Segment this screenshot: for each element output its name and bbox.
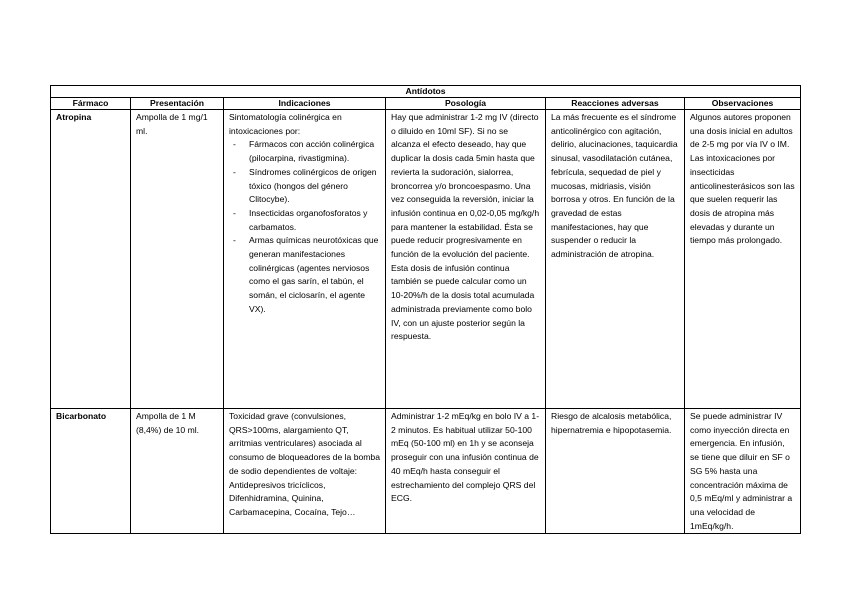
adverse-cell: La más frecuente es el síndrome anticolinérgico con agitación, delirio, alucinaciones, taquicardia sinusal, vasodilatación cutánea, febrícula, sequedad de piel y mucosas, midriasis, visión borrosa y otros. En función de la gravedad de estas manifestaciones, hay que suspender o reducir la administración de atropina. bbox=[546, 110, 685, 409]
posology-cell: Administrar 1-2 mEq/kg en bolo IV a 1-2 minutos. Es habitual utilizar 50-100 mEq (50-100 ml) en 1h y se aconseja proseguir con una infusión continua de 40 mEq/h hasta conseguir el estrechamiento del complejo QRS del ECG. bbox=[386, 409, 546, 534]
presentation-cell: Ampolla de 1 mg/1 ml. bbox=[131, 110, 224, 409]
indications-cell bbox=[224, 110, 386, 409]
header-farmaco: Fármaco bbox=[51, 98, 131, 110]
header-reacciones: Reacciones adversas bbox=[546, 98, 685, 110]
drug-name: Bicarbonato bbox=[51, 409, 131, 534]
observations-cell: Algunos autores proponen una dosis inicial en adultos de 2-5 mg por vía IV o IM. Las intoxicaciones por insecticidas anticolinesterásicos son las que suelen requerir las dosis de atropina más elevadas y durante un tiempo más prolongado. bbox=[685, 110, 801, 409]
adverse-cell: Riesgo de alcalosis metabólica, hipernatremia e hipopotasemia. bbox=[546, 409, 685, 534]
antidotes-table bbox=[50, 85, 801, 534]
posology-cell: Hay que administrar 1-2 mg IV (directo o diluido en 10ml SF). Si no se alcanza el efecto deseado, hay que duplicar la dosis cada 5min hasta que revierta la sudoración, sialorrea, broncorrea y/o broncoespasmo. Una vez conseguida la reversión, iniciar la infusión continua en 0,02-0,05 mg/kg/h para mantener la estabilidad. Ésta se puede reducir progresivamente en función de la evolución del paciente. Esta dosis de infusión continua también se puede calcular como un 10-20%/h de la dosis total acumulada administrada previamente como bolo IV, con un ajuste posterior según la respuesta. bbox=[386, 110, 546, 409]
list-item: - Fármacos con acción colinérgica (pilocarpina, rivastigmina). bbox=[229, 138, 380, 165]
table-row bbox=[51, 409, 801, 534]
presentation-cell: Ampolla de 1 M (8,4%) de 10 ml. bbox=[131, 409, 224, 534]
header-posologia: Posología bbox=[386, 98, 546, 110]
indications-list bbox=[229, 138, 380, 316]
list-item: - Armas químicas neurotóxicas que generan manifestaciones colinérgicas (agentes nerviosos como el gas sarín, el tabún, el somán, el ciclosarín, el agente VX). bbox=[229, 234, 380, 316]
table-title: Antídotos bbox=[51, 86, 801, 98]
header-indicaciones: Indicaciones bbox=[224, 98, 386, 110]
drug-name: Atropina bbox=[51, 110, 131, 409]
indications-intro: Sintomatología colinérgica en intoxicaciones por: bbox=[229, 112, 342, 136]
list-item: - Síndromes colinérgicos de origen tóxico (hongos del género Clitocybe). bbox=[229, 166, 380, 207]
header-observaciones: Observaciones bbox=[685, 98, 801, 110]
header-presentacion: Presentación bbox=[131, 98, 224, 110]
list-item: - Insecticidas organofosforatos y carbamatos. bbox=[229, 207, 380, 234]
indications-cell: Toxicidad grave (convulsiones, QRS>100ms, alargamiento QT, arritmias ventriculares) asociada al consumo de bloqueadores de la bomba de sodio dependientes de voltaje: Antidepresivos tricíclicos, Difenhidramina, Quinina, Carbamacepina, Cocaína, Tejo… bbox=[224, 409, 386, 534]
table-row bbox=[51, 110, 801, 409]
observations-cell: Se puede administrar IV como inyección directa en emergencia. En infusión, se tiene que diluir en SF o SG 5% hasta una concentración máxima de 0,5 mEq/ml y administrar a una velocidad de 1mEq/kg/h. bbox=[685, 409, 801, 534]
